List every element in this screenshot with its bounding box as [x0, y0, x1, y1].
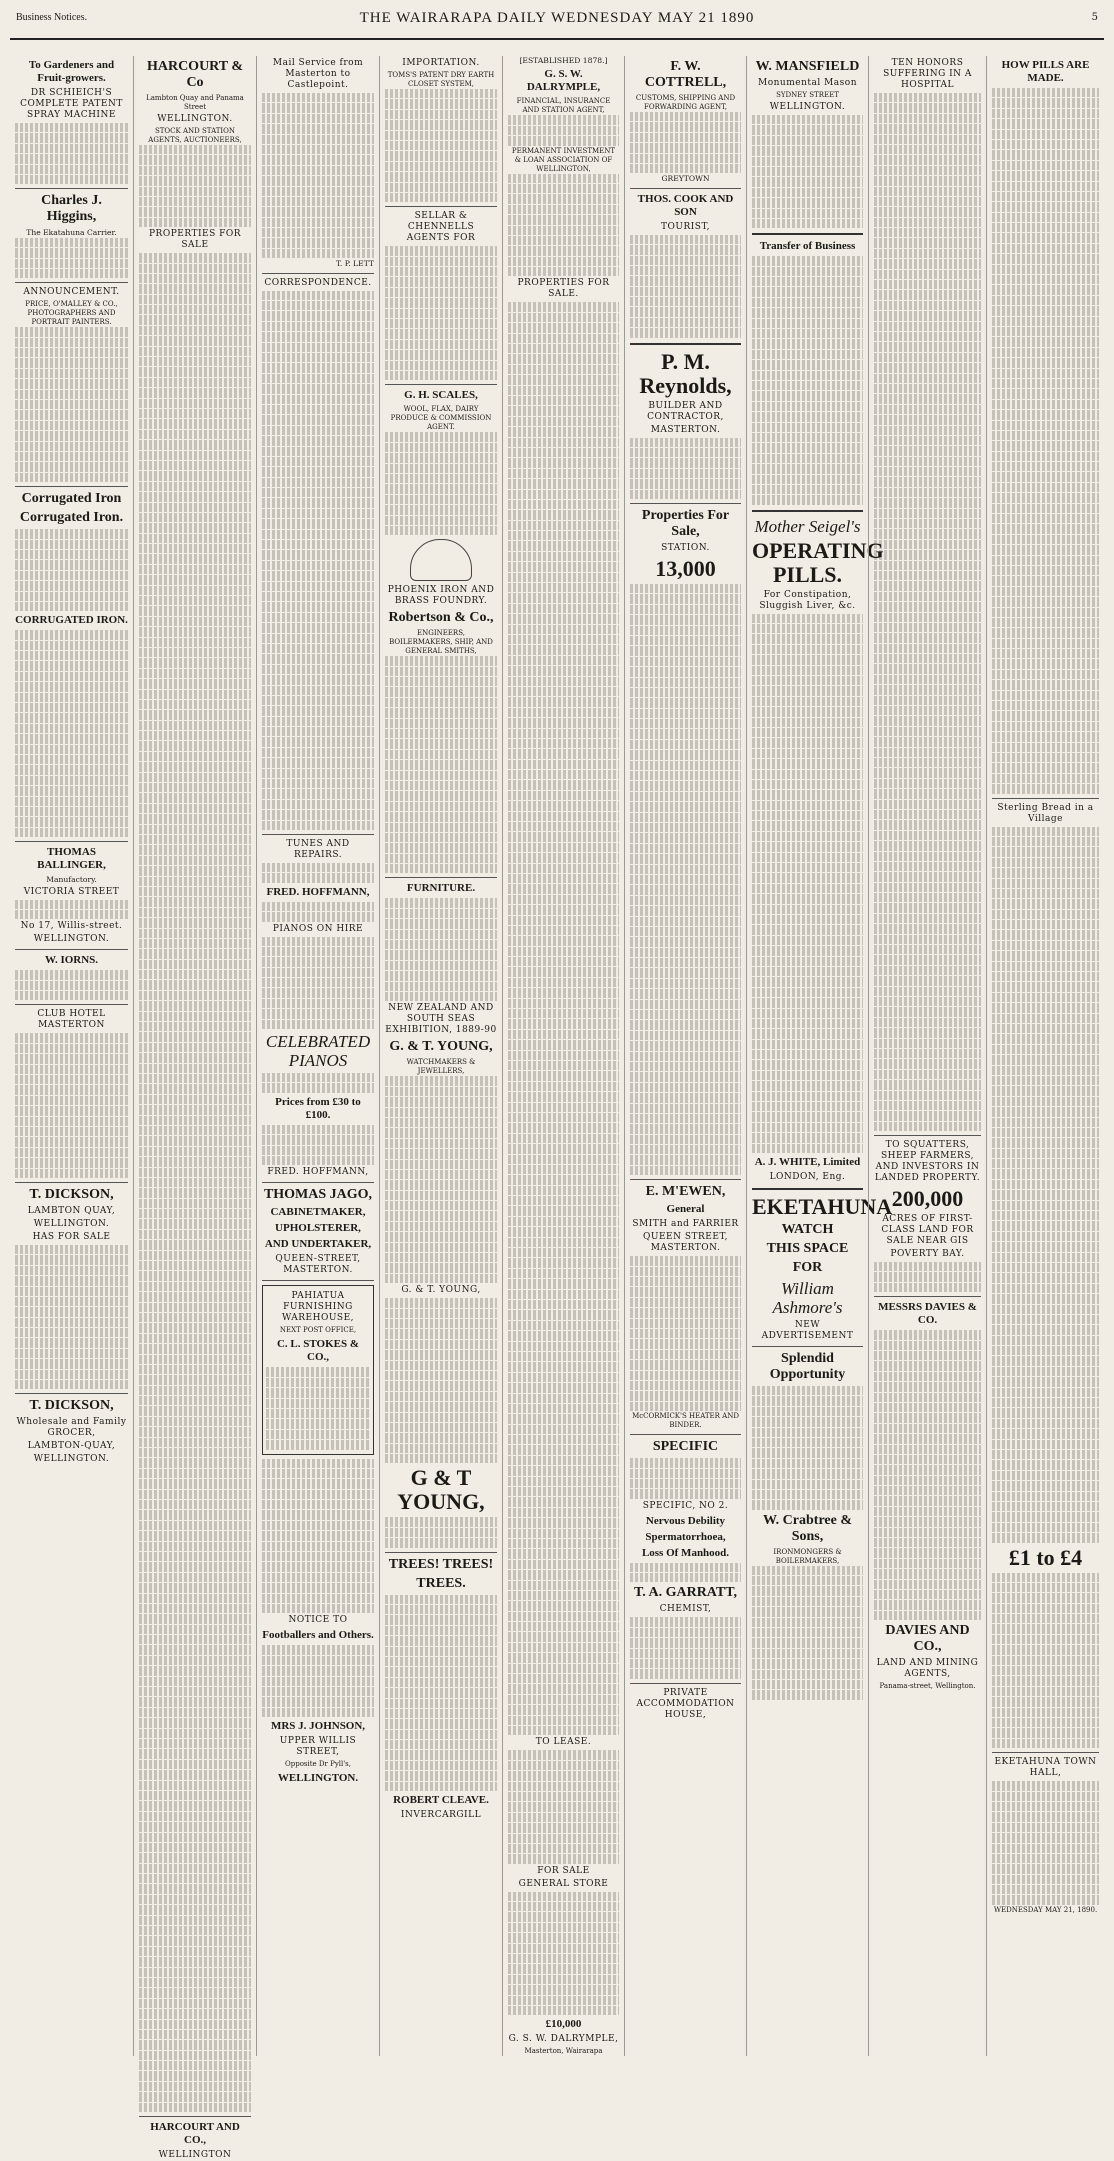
text-dalrymple-sub: FINANCIAL, INSURANCE AND STATION AGENT,	[516, 97, 611, 115]
heading-operating-pills: OPERATING PILLS.	[752, 537, 884, 587]
heading-gardeners: To Gardeners and Fruit-growers.	[28, 59, 115, 84]
text-notice-to: NOTICE TO	[288, 1615, 348, 1626]
text-masterton: MASTERTON.	[650, 424, 721, 435]
column-8	[868, 56, 986, 2056]
text-200000: 200,000	[891, 1186, 964, 1212]
text-upholsterer: UPHOLSTERER,	[275, 1222, 361, 1235]
heading-corrugated-1: Corrugated Iron	[21, 491, 122, 507]
heading-gt-young: G. & T. YOUNG,	[389, 1039, 493, 1055]
text-ballinger-city: WELLINGTON.	[33, 934, 110, 945]
text-dickson-sub: LAMBTON QUAY,	[27, 1205, 116, 1216]
text-lett: T. P. LETT	[335, 259, 374, 269]
text-harcourt2-city: WELLINGTON	[158, 2150, 232, 2161]
text-opposite: Opposite Dr Pyll's,	[285, 1760, 351, 1769]
heading-harcourt: HARCOURT & Co	[146, 59, 244, 90]
text-builder: BUILDER AND CONTRACTOR,	[647, 400, 724, 422]
text-ashmore: William Ashmore's	[772, 1278, 843, 1317]
heading-garratt: T. A. GARRATT,	[633, 1585, 738, 1601]
heading-spray-machine: DR SCHIEICH'S COMPLETE PATENT SPRAY MACHINE	[20, 88, 123, 120]
newspaper-title: THE WAIRARAPA DAILY WEDNESDAY MAY 21 1890	[359, 10, 755, 26]
text-dickson2-sub: Wholesale and Family GROCER,	[16, 1417, 127, 1439]
text-hoffmann-2: FRED. HOFFMANN,	[267, 1167, 369, 1178]
column-9	[986, 56, 1104, 2056]
text-spermatorrhoea: Spermatorrhoea,	[645, 1530, 726, 1543]
text-wool: WOOL, FLAX, DAIRY PRODUCE & COMMISSION AGENT.	[390, 405, 492, 432]
text-harcourt-sub: STOCK AND STATION AGENTS, AUCTIONEERS,	[148, 127, 242, 144]
heading-davies: MESSRS DAVIES & CO.	[878, 1301, 977, 1327]
heading-mansfield: W. MANSFIELD	[755, 59, 860, 74]
text-panama-street: Panama-street, Wellington.	[879, 1682, 976, 1691]
heading-hoffmann: FRED. HOFFMANN,	[266, 885, 370, 898]
heading-to-lease: TO LEASE.	[535, 1737, 592, 1748]
heading-thos-cook: THOS. COOK AND SON	[637, 192, 734, 218]
heading-iorns: W. IORNS.	[44, 954, 99, 967]
heading-reynolds: P. M. Reynolds,	[639, 348, 732, 398]
text-date-line: WEDNESDAY MAY 21, 1890.	[993, 1905, 1098, 1914]
text-13000: 13,000	[655, 556, 716, 581]
page-number: 5	[1091, 12, 1098, 23]
text-smith: SMITH and FARRIER	[632, 1219, 739, 1230]
text-general: General	[666, 1203, 705, 1216]
heading-specific: SPECIFIC	[652, 1439, 719, 1455]
column-6	[624, 56, 746, 2056]
text-willis: UPPER WILLIS STREET,	[279, 1736, 357, 1758]
heading-corrugated-3: CORRUGATED IRON.	[15, 614, 128, 627]
text-undertaker: AND UNDERTAKER,	[264, 1238, 372, 1251]
heading-furniture: FURNITURE.	[406, 882, 476, 895]
text-land-mining: LAND AND MINING AGENTS,	[876, 1658, 979, 1680]
column-3	[256, 56, 379, 2056]
text-dickson2-city: WELLINGTON.	[33, 1454, 110, 1465]
text-wellington-7: WELLINGTON.	[769, 102, 846, 112]
heading-ten-honors: TEN HONORS SUFFERING IN A HOSPITAL	[883, 58, 972, 90]
heading-private: PRIVATE ACCOMMODATION HOUSE,	[636, 1687, 735, 1720]
text-chemist: CHEMIST,	[659, 1604, 712, 1615]
heading-trees	[385, 1557, 497, 1573]
text-queen-street: QUEEN-STREET, MASTERTON.	[275, 1254, 361, 1276]
text-dickson2-addr: LAMBTON-QUAY,	[27, 1441, 116, 1452]
text-loss: Loss Of Manhood.	[641, 1546, 730, 1559]
text-wellington: WELLINGTON.	[277, 1772, 359, 1785]
trees-word-1: TREES!	[388, 1556, 440, 1572]
text-operating-sub: For Constipation, Sluggish Liver, &c.	[759, 589, 856, 611]
text-gt-young-sub: WATCHMAKERS & JEWELLERS,	[406, 1058, 476, 1076]
heading-importation: IMPORTATION.	[402, 58, 480, 68]
text-money: £10,000	[545, 2018, 582, 2031]
text-dalrymple2-sub: Masterton, Wairarapa	[524, 2047, 603, 2056]
heading-footballers: Footballers and Others.	[262, 1629, 374, 1642]
heading-jago: THOMAS JAGO,	[263, 1187, 373, 1203]
heading-cleave: ROBERT CLEAVE.	[393, 1794, 489, 1807]
heading-cottrell: F. W. COTTRELL,	[644, 59, 727, 90]
heading-trees-3: TREES.	[416, 1575, 466, 1591]
heading-crabtree: W. Crabtree & Sons,	[762, 1512, 853, 1544]
column-2	[133, 56, 256, 2161]
text-for: FOR	[792, 1259, 823, 1275]
text-poverty-bay: POVERTY BAY.	[890, 1249, 965, 1260]
text-dickson-city: WELLINGTON.	[33, 1218, 110, 1229]
heading-sellar: SELLAR & CHENNELLS AGENTS FOR	[406, 211, 476, 244]
section-label-left: Business Notices.	[16, 12, 88, 23]
text-ballinger-addr2: No 17, Willis-street.	[20, 921, 123, 932]
text-ballinger-addr: VICTORIA STREET	[23, 886, 120, 897]
column-5	[502, 56, 624, 2056]
text-harcourt-addr: Lambton Quay and Panama Street	[146, 94, 244, 111]
heading-town-hall: EKETAHUNA TOWN HALL,	[994, 1757, 1097, 1779]
text-dickson-sale: HAS FOR SALE	[32, 1231, 111, 1242]
heading-properties: PROPERTIES FOR SALE	[148, 229, 241, 251]
heading-scales: G. H. SCALES,	[404, 389, 478, 402]
heading-robertson: Robertson & Co.,	[388, 610, 494, 626]
text-higgins-sub: The Ekatahuna Carrier.	[26, 228, 117, 238]
heading-white: A. J. WHITE, Limited	[754, 1155, 861, 1168]
heading-exhibition: NEW ZEALAND AND SOUTH SEAS EXHIBITION, 1889-90	[385, 1003, 497, 1036]
text-cabinetmaker: CABINETMAKER,	[270, 1206, 366, 1219]
heading-announcement: ANNOUNCEMENT.	[23, 287, 120, 298]
heading-harcourt-2: HARCOURT AND CO.,	[150, 2121, 240, 2147]
heading-pahiatua: PAHIATUA FURNISHING WAREHOUSE,	[281, 1291, 355, 1324]
column-1	[10, 56, 133, 2056]
text-gt-young-2: G. & T. YOUNG,	[401, 1285, 481, 1296]
heading-stokes: C. L. STOKES & CO.,	[276, 1338, 360, 1364]
text-dalrymple-2: G. S. W. DALRYMPLE,	[508, 2034, 619, 2045]
text-pahiatua-sub: NEXT POST OFFICE,	[279, 1326, 357, 1335]
heading-properties-sale: PROPERTIES FOR SALE.	[517, 278, 610, 300]
text-toms-closet: TOMS'S PATENT DRY EARTH CLOSET SYSTEM,	[387, 71, 495, 88]
text-crabtree-sub: IRONMONGERS & BOILERMAKERS,	[773, 1547, 842, 1565]
heading-gt-young-3: G & T YOUNG,	[397, 1465, 485, 1515]
heading-corrugated-2: Corrugated Iron.	[19, 510, 124, 526]
text-this-space: THIS SPACE	[766, 1240, 849, 1256]
heading-dalrymple: G. S. W. DALRYMPLE,	[526, 68, 601, 94]
text-robertson-sub: ENGINEERS, BOILERMAKERS, SHIP, AND GENERAL SMITHS,	[389, 629, 493, 656]
heading-higgins: Charles J. Higgins,	[41, 193, 102, 225]
heading-sterling: Sterling Bread in a Village	[997, 802, 1094, 824]
heading-celebrated-pianos: CELEBRATED PIANOS	[265, 1032, 371, 1071]
heading-transfer: Transfer of Business	[759, 240, 856, 253]
text-nervous: Nervous Debility	[645, 1514, 726, 1527]
column-7	[746, 56, 893, 2056]
text-established: [ESTABLISHED 1878.]	[519, 56, 608, 65]
heading-prices: Prices from £30 to £100.	[275, 1095, 361, 1121]
heading-seigel: Mother Seigel's	[754, 516, 861, 536]
heading-splendid: Splendid Opportunity	[769, 1350, 846, 1382]
text-london: LONDON, Eng.	[769, 1171, 846, 1182]
text-sydney: SYDNEY STREET	[776, 91, 839, 99]
trees-word-2: TREES!	[442, 1556, 494, 1572]
text-omalley: PRICE, O'MALLEY & CO., PHOTOGRAPHERS AND PORTRAIT PAINTERS.	[25, 300, 118, 327]
heading-general-store: GENERAL STORE	[518, 1878, 609, 1889]
columns	[10, 56, 1104, 2161]
text-greytown: GREYTOWN	[661, 174, 710, 184]
heading-club-hotel: CLUB HOTEL MASTERTON	[37, 1009, 106, 1031]
heading-dickson: T. DICKSON,	[29, 1186, 114, 1202]
text-station: STATION.	[661, 543, 710, 553]
text-mccormick: McCORMICK'S HEATER AND BINDER.	[632, 1412, 739, 1430]
text-cottrell-sub: CUSTOMS, SHIPPING AND FORWARDING AGENT,	[635, 94, 736, 111]
heading-mewen: E. M'EWEN,	[645, 1184, 726, 1200]
text-permanent: PERMANENT INVESTMENT & LOAN ASSOCIATION OF WELLINGTON,	[511, 146, 616, 173]
text-specific-2: SPECIFIC, NO 2.	[642, 1500, 729, 1511]
heading-mail-service: Mail Service from Masterton to Castlepoint.	[272, 58, 364, 90]
heading-tunes: TUNES AND REPAIRS.	[286, 838, 350, 860]
heading-squatters: TO SQUATTERS, SHEEP FARMERS, AND INVESTORS IN LANDED PROPERTY.	[874, 1140, 981, 1184]
text-queen-street-6: QUEEN STREET, MASTERTON.	[643, 1232, 728, 1254]
heading-properties-sale: Properties For Sale,	[641, 508, 730, 539]
heading-how-pills: HOW PILLS ARE MADE.	[1001, 59, 1090, 84]
text-harcourt-city: WELLINGTON.	[157, 114, 233, 124]
text-new-advert: NEW ADVERTISEMENT	[761, 1319, 854, 1341]
heading-davies-2: DAVIES AND CO.,	[885, 1623, 970, 1655]
royal-arms-emblem	[410, 539, 472, 581]
text-price-range: £1 to £4	[1008, 1544, 1083, 1570]
heading-pianos-hire: PIANOS ON HIRE	[272, 923, 364, 934]
text-tourist: TOURIST,	[660, 221, 710, 232]
heading-correspondence: CORRESPONDENCE.	[264, 277, 372, 288]
heading-for-sale: FOR SALE	[537, 1865, 590, 1876]
heading-dickson-2: T. DICKSON,	[29, 1398, 114, 1414]
heading-foundry: PHOENIX IRON AND BRASS FOUNDRY.	[387, 585, 495, 607]
text-invercargill: INVERCARGILL	[400, 1810, 482, 1821]
heading-eketahuna: EKETAHUNA	[752, 1193, 893, 1219]
text-first-class: ACRES OF FIRST-CLASS LAND FOR SALE NEAR GIS	[881, 1214, 974, 1247]
text-ballinger-sub: Manufactory.	[46, 875, 97, 885]
masthead	[10, 8, 1104, 40]
column-4	[379, 56, 502, 2056]
heading-ballinger: THOMAS BALLINGER,	[37, 846, 106, 872]
heading-johnson: MRS J. JOHNSON,	[270, 1720, 366, 1733]
text-watch: WATCH	[781, 1221, 834, 1237]
pahiatua-box	[262, 1285, 374, 1454]
text-mansfield-sub: Monumental Mason	[757, 78, 858, 88]
